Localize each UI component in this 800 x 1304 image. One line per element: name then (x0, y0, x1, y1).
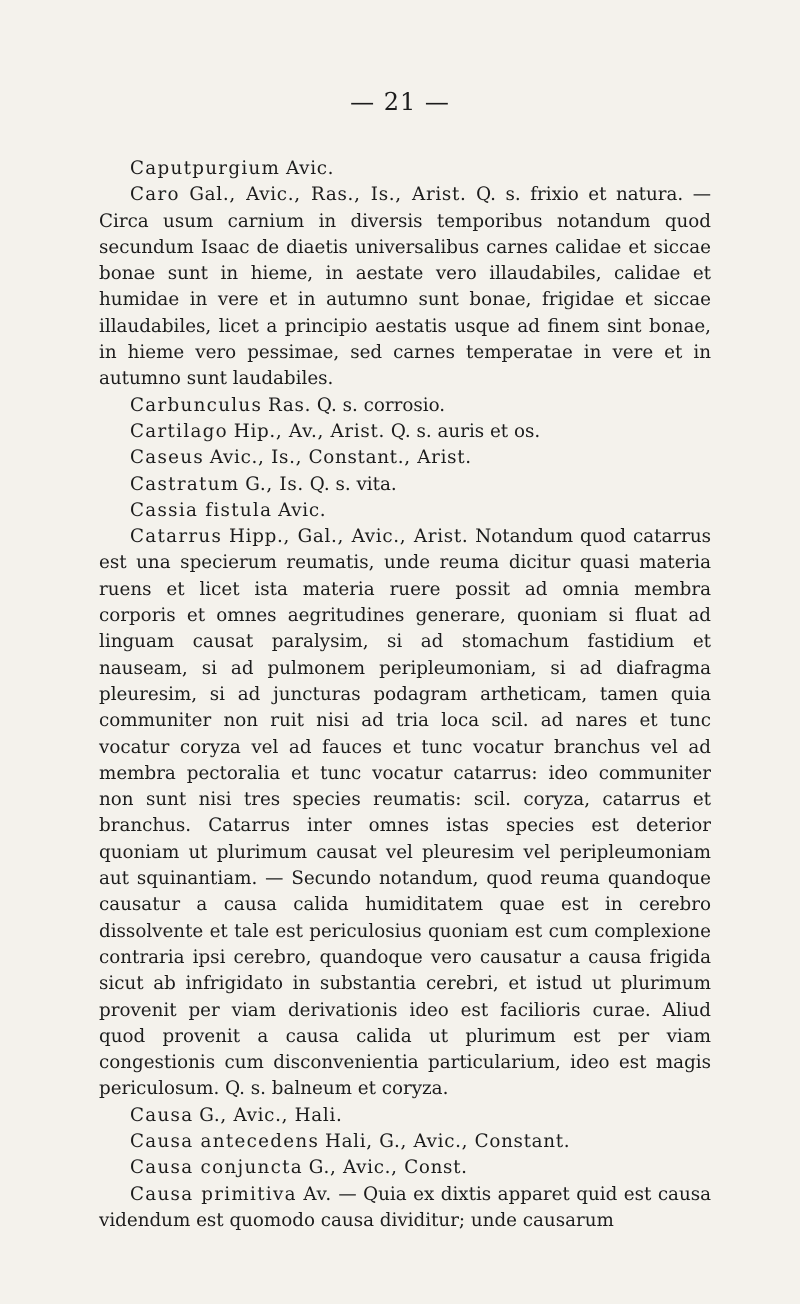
entry-causa-conjuncta (99, 1155, 711, 1181)
entry-body: Q. s. vita. (309, 473, 397, 495)
entry-carbunculus (99, 393, 711, 419)
headword: Castratum (130, 473, 240, 495)
sources: G., Avic., Hali. (199, 1104, 343, 1126)
entry-caro (99, 182, 711, 392)
sources: Avic. (286, 158, 335, 179)
entry-causa (99, 1103, 711, 1129)
sources: G., Is. (245, 473, 304, 495)
page-number: — 21 — (350, 88, 450, 116)
headword: Causa (130, 1104, 194, 1126)
sources: Hipp., Gal., Avic., Arist. (229, 526, 469, 548)
entry-caseus (99, 445, 711, 471)
headword: Causa primitiva (130, 1183, 297, 1205)
entry-body: — Quia ex dixtis apparet quid est causa videndum est quomodo causa dividitur; unde causarum (99, 1183, 712, 1231)
headword: Catarrus (130, 526, 223, 548)
headword: Caro (130, 184, 180, 206)
entry-body: Q. s. frixio et natura. — Circa usum carnium in diversis temporibus notandum quod secundum Isaac de diaetis universalibus carnes calidae et siccae bonae sunt in hieme, in aestate vero illaudabiles, calidae et humidae in vere et in autumno sunt bonae, frigidae et siccae illaudabiles, licet a principio aestatis usque ad finem sint bonae, in hieme vero pessimae, sed carnes temperatae in vere et in autumno sunt laudabiles. (99, 184, 712, 390)
sources: Avic., Is., Constant., Arist. (209, 447, 472, 469)
entry-caputpurgium (99, 156, 711, 182)
sources: Ras. (268, 394, 312, 416)
headword: Causa antecedens (130, 1130, 320, 1152)
headword: Cassia fistula (130, 499, 273, 521)
headword: Causa conjuncta (130, 1157, 303, 1179)
entry-cassia-fistula (99, 498, 711, 524)
sources: Gal., Avic., Ras., Is., Arist. (189, 184, 467, 206)
entry-causa-antecedens (99, 1129, 711, 1155)
entry-catarrus (99, 524, 711, 1103)
entry-body: Notandum quod catarrus est una specierum reumatis, unde reuma dicitur quasi materia ruens et licet ista materia ruere possit ad omnia membra corporis et omnes aegritudines generare, quoniam si fluat ad linguam causat paralysim, si ad stomachum fastidium et nauseam, si ad pulmonem peripleumoniam, si ad diafragma pleuresim, si ad juncturas podagram artheticam, tamen quia communiter non ruit nisi ad tria loca scil. ad nares et tunc vocatur coryza vel ad fauces et tunc vocatur branchus vel ad membra pectoralia et tunc vocatur catarrus: ideo communiter non sunt nisi tres species reumatis: scil. coryza, catarrus et branchus. Catarrus inter omnes istas species est deterior quoniam ut plurimum causat vel pleuresim vel peripleumoniam aut squinantiam. — Secundo notandum, quod reuma quandoque causatur a causa calida humiditatem quae est in cerebro dissolvente et tale est periculosius quoniam est cum complexione contraria ipsi cerebro, quandoque vero causatur a causa frigida sicut ab infrigidato in substantia cerebri, et istud ut plurimum provenit per viam derivationis ideo est facilioris curae. Aliud quod provenit a causa calida ut plurimum est per viam congestionis cum disconvenientia particularium, ideo est magis periculosum. Q. s. balneum et coryza. (99, 526, 712, 1100)
headword: Carbunculus (130, 394, 263, 416)
entry-causa-primitiva (99, 1182, 711, 1235)
entry-body: Q. s. corrosio. (316, 394, 446, 416)
sources: Av. (303, 1183, 332, 1205)
entry-castratum (99, 472, 711, 498)
headword: Caseus (130, 447, 205, 469)
sources: Avic. (278, 499, 327, 521)
sources: Hip., Av., Arist. (233, 420, 386, 442)
sources: Hali, G., Avic., Constant. (324, 1130, 571, 1152)
dictionary-text (99, 156, 711, 1234)
entry-body: Q. s. auris et os. (390, 420, 541, 442)
sources: G., Avic., Const. (308, 1157, 468, 1179)
headword: Caputpurgium (130, 158, 281, 179)
headword: Cartilago (130, 420, 228, 442)
entry-cartilago (99, 419, 711, 445)
